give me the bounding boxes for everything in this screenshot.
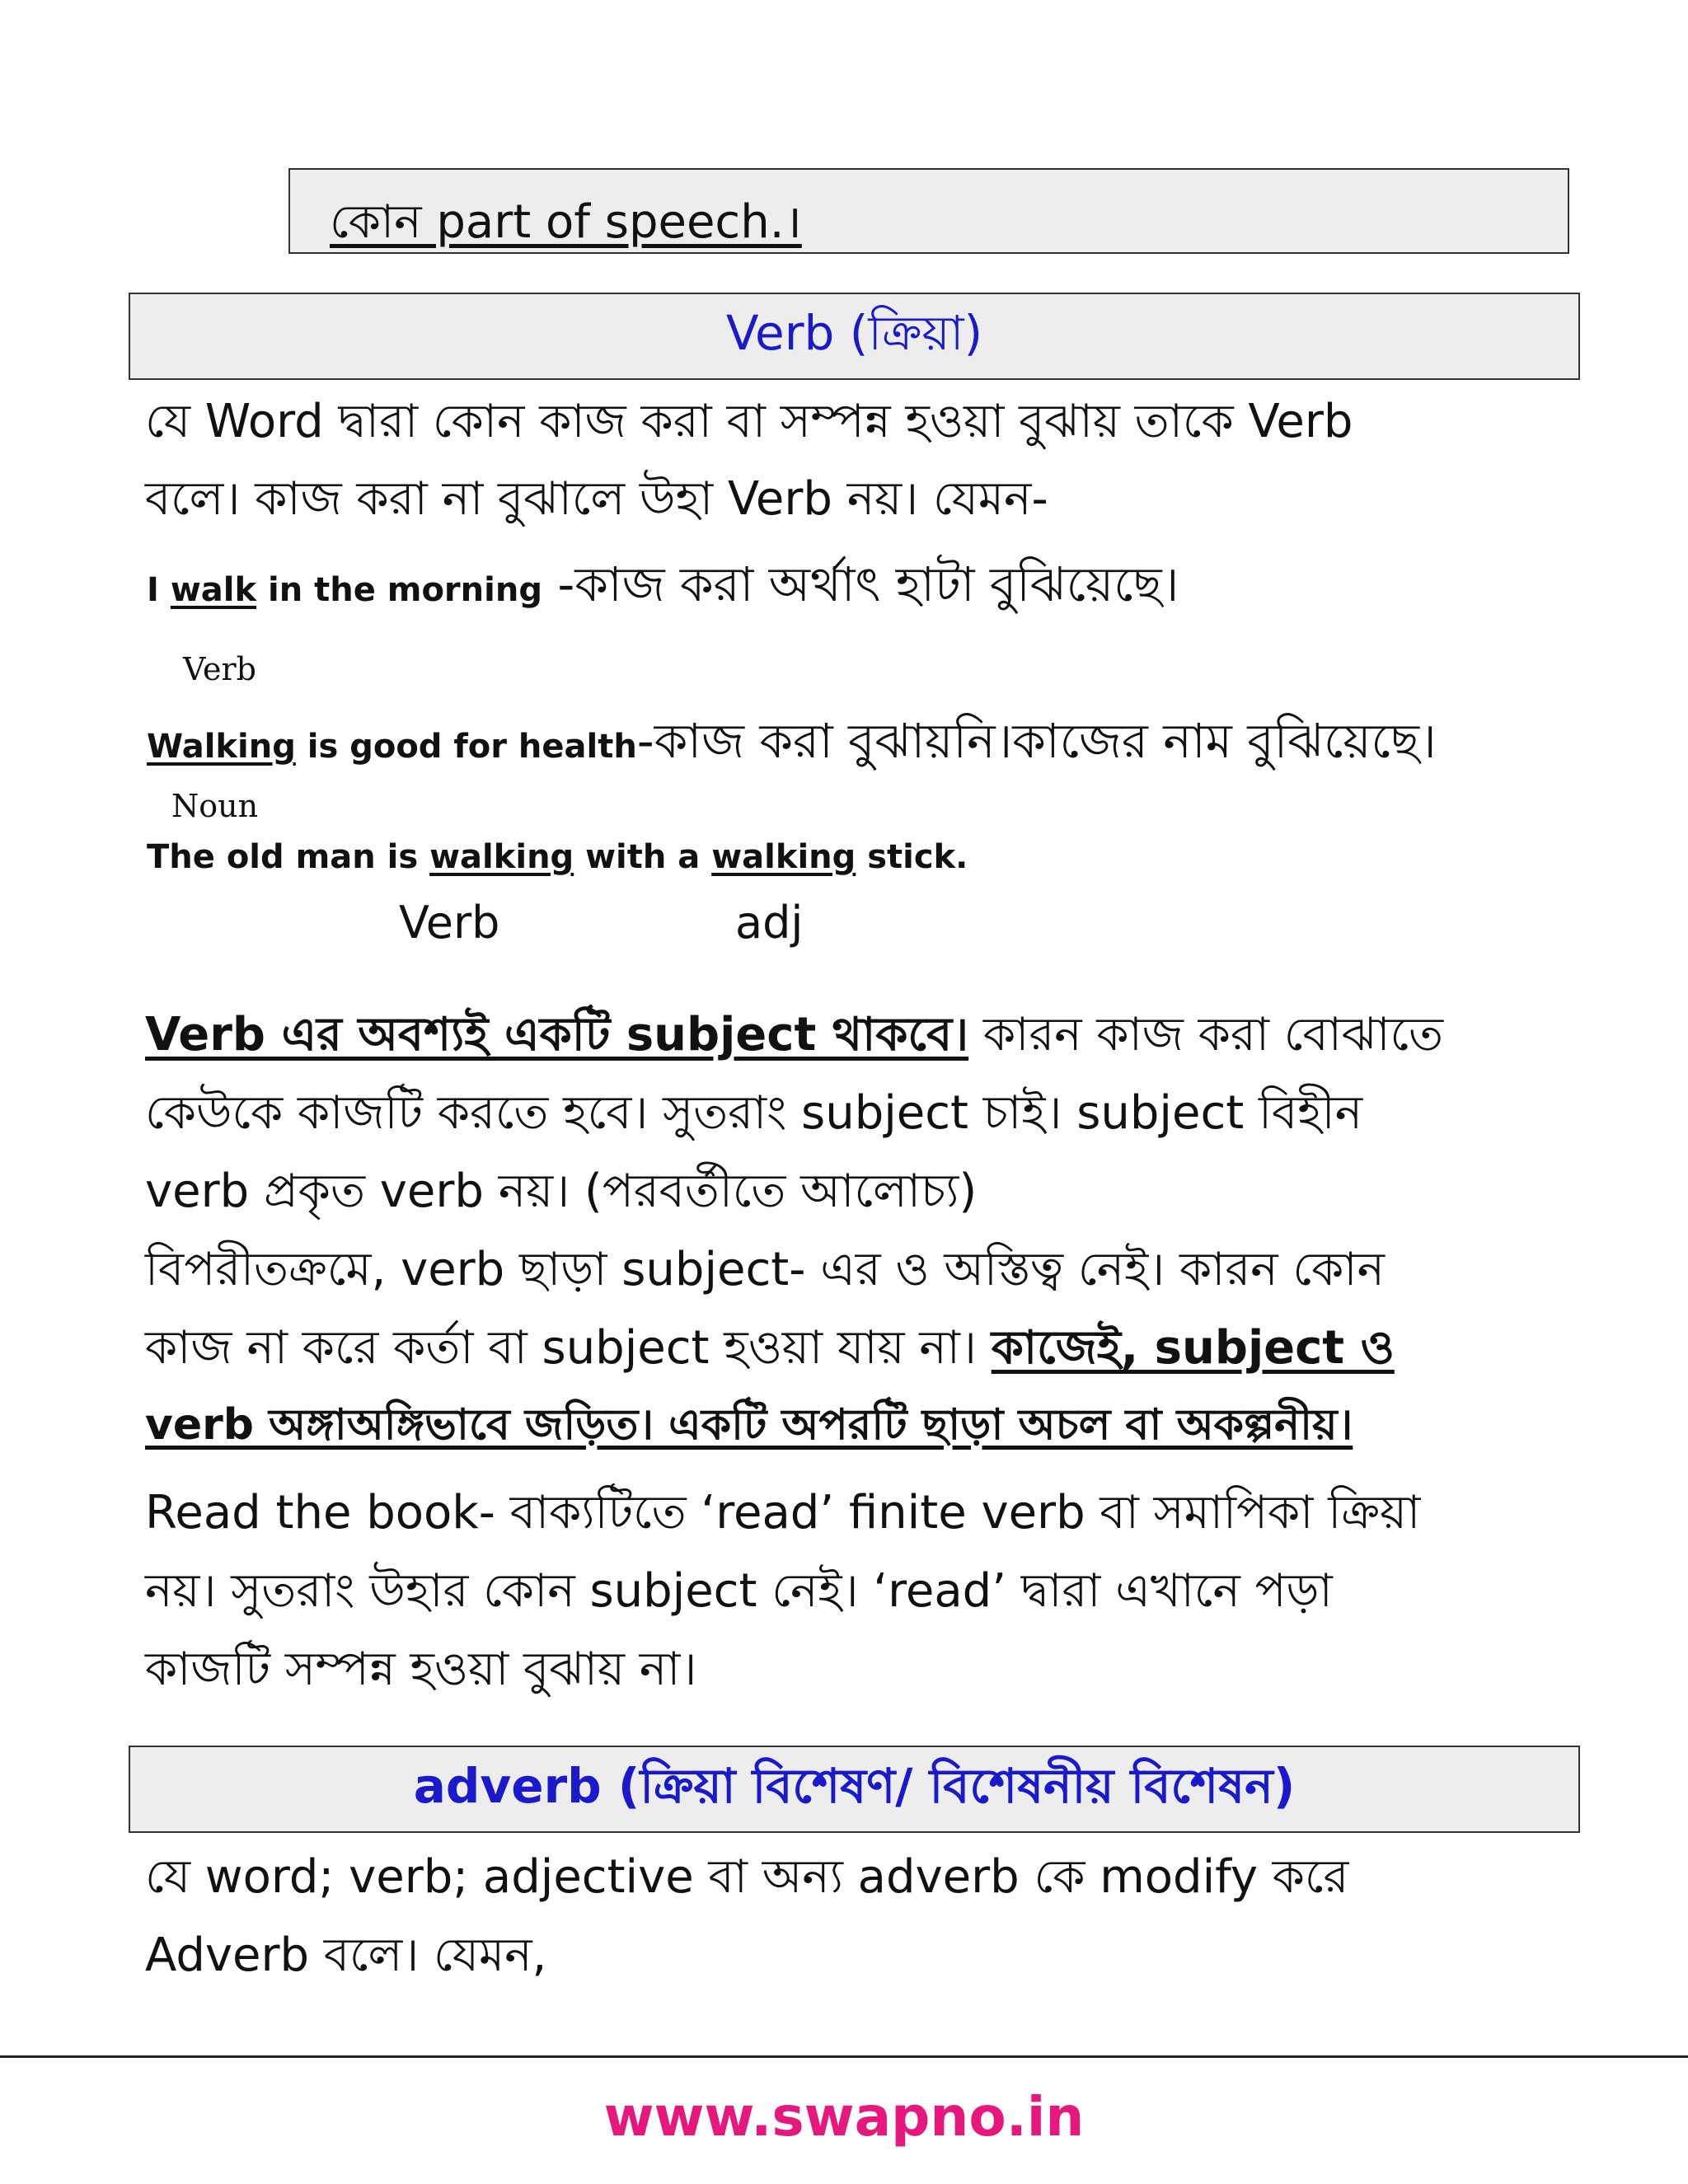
example-2-label: Noun [171, 788, 259, 824]
para-line-1-bold: Verb এর অবশ্যই একটি subject থাকবে। [145, 1008, 969, 1062]
example-1-underlined: walk [170, 571, 257, 609]
example-1-pre: I [147, 571, 171, 609]
para-line-6 [145, 1400, 1353, 1450]
adverb-heading: adverb (ক্রিয়া বিশেষণ/ বিশেষনীয় বিশেষন) [413, 1757, 1296, 1814]
para-line-8: নয়। সুতরাং উহার কোন subject নেই। ‘read’ দ্বারা এখানে পড়া [145, 1564, 1333, 1618]
example-3 [147, 838, 968, 876]
verb-heading-box [129, 293, 1580, 380]
para-line-9: কাজটি সম্পন্ন হওয়া বুঝায় না। [145, 1643, 697, 1696]
top-box [288, 168, 1569, 254]
example-1-post: in the morning [256, 571, 542, 609]
example-2-note: -কাজ করা বুঝায়নি।কাজের নাম বুঝিয়েছে। [636, 713, 1437, 769]
footer-url[interactable]: www.swapno.in [603, 2085, 1085, 2149]
para-line-1 [145, 1008, 1443, 1062]
footer-divider [0, 2055, 1688, 2058]
example-1 [147, 556, 1179, 612]
verb-definition-line2: বলে। কাজ করা না বুঝালে উহা Verb নয়। যেমন- [145, 472, 1048, 526]
para-line-3: verb প্রকৃত verb নয়। (পরবর্তীতে আলোচ্য) [145, 1165, 978, 1218]
adverb-line-2: Adverb বলে। যেমন, [145, 1929, 547, 1982]
para-line-7: Read the book- বাক্যটিতে ‘read’ finite verb বা সমাপিকা ক্রিয়া [145, 1486, 1421, 1540]
example-2-underlined: Walking [147, 728, 296, 766]
adverb-heading-box [129, 1746, 1580, 1833]
example-3-part1: The old man is [147, 838, 430, 876]
para-line-5-normal: কাজ না করে কর্তা বা subject হওয়া যায় না। [145, 1321, 992, 1375]
example-3-u2: walking [711, 838, 856, 876]
verb-definition-line1: যে Word দ্বারা কোন কাজ করা বা সম্পন্ন হওয়া বুঝায় তাকে Verb [145, 395, 1353, 448]
example-1-note: -কাজ করা অর্থাৎ হাটা বুঝিয়েছে। [542, 556, 1179, 612]
example-3-part2: with a [574, 838, 712, 876]
example-2 [147, 713, 1437, 769]
top-box-text: কোন part of speech.। [330, 195, 802, 249]
para-line-5-bold: কাজেই, subject ও [991, 1321, 1395, 1375]
para-line-5 [145, 1321, 1395, 1375]
para-line-1-rest: কারন কাজ করা বোঝাতে [968, 1008, 1443, 1062]
example-3-label-verb: Verb [399, 897, 500, 949]
example-3-part3: stick. [856, 838, 968, 876]
example-3-label-adj: adj [735, 897, 804, 949]
verb-heading: Verb (ক্রিয়া) [725, 304, 983, 361]
example-1-label: Verb [183, 651, 256, 687]
para-line-6-bold: verb অঙ্গাঅঙ্গিভাবে জড়িত। একটি অপরটি ছাড়া অচল বা অকল্পনীয়। [145, 1400, 1353, 1450]
example-2-post: is good for health [295, 728, 637, 766]
example-3-u1: walking [429, 838, 574, 876]
adverb-line-1: যে word; verb; adjective বা অন্য adverb কে modify করে [145, 1850, 1349, 1904]
para-line-2: কেউকে কাজটি করতে হবে। সুতরাং subject চাই। subject বিহীন [145, 1086, 1363, 1140]
para-line-4: বিপরীতক্রমে, verb ছাড়া subject- এর ও অস্তিত্ব নেই। কারন কোন [145, 1243, 1385, 1296]
